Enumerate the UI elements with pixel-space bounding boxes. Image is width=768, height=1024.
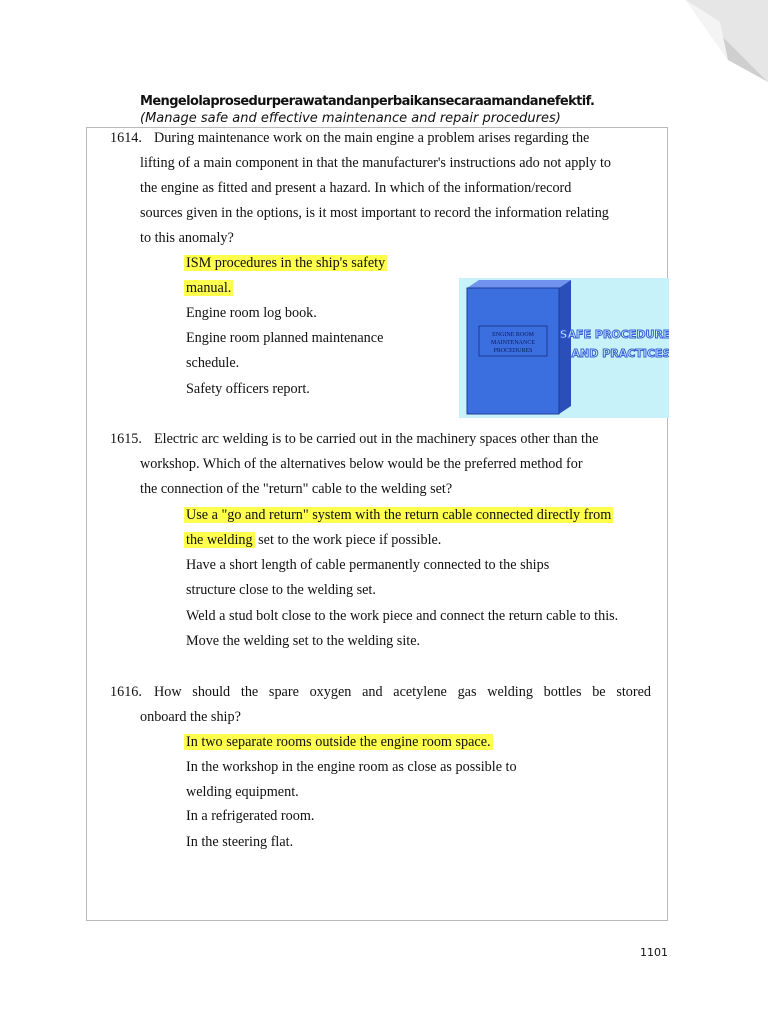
question-text-line: How should the spare oxygen and acetylene gas welding bottles be stored <box>154 684 651 700</box>
question-text-line: to this anomaly? <box>140 230 234 246</box>
header-title: Mengelolaprosedurperawatandanperbaikansecaraamandanefektif. <box>140 94 595 109</box>
question-text-line: lifting of a main component in that the manufacturer's instructions ado not apply to <box>140 155 612 171</box>
answer-option: Weld a stud bolt close to the work piece and connect the return cable to this. <box>186 608 619 624</box>
answer-option: Engine room log book. <box>186 305 317 321</box>
question-text-line: workshop. Which of the alternatives below would be the preferred method for <box>140 456 583 472</box>
maintenance-book-illustration <box>459 278 669 418</box>
book-icon <box>459 278 669 418</box>
side-label-line: SAFE PROCEDURES <box>559 328 669 341</box>
header-subtitle: (Manage safe and effective maintenance and repair procedures) <box>140 111 561 126</box>
question-1616 <box>110 680 651 730</box>
highlighted-answer: manual. <box>186 280 232 296</box>
answer-option: In the steering flat. <box>186 834 294 850</box>
question-text-line: sources given in the options, is it most important to record the information relating <box>140 205 609 221</box>
answer-option: In a refrigerated room. <box>186 808 315 824</box>
answer-continuation: set to the work piece if possible. <box>258 532 442 548</box>
highlighted-answer: Use a "go and return" system with the return cable connected directly from <box>186 507 612 523</box>
question-text-line: the connection of the "return" cable to the welding set? <box>140 481 453 497</box>
question-text-line: During maintenance work on the main engine a problem arises regarding the <box>154 130 590 146</box>
question-text-line: Electric arc welding is to be carried out in the machinery spaces other than the <box>154 431 599 447</box>
answer-option <box>186 730 493 755</box>
answer-option: structure close to the welding set. <box>186 582 376 598</box>
question-number: 1614. <box>110 130 142 146</box>
answer-option <box>186 503 613 528</box>
question-text-line: onboard the ship? <box>140 709 241 725</box>
highlighted-answer: ISM procedures in the ship's safety <box>186 255 386 271</box>
question-1615 <box>110 427 634 502</box>
question-text-line: the engine as fitted and present a hazard. In which of the information/record <box>140 180 572 196</box>
question-number: 1616. <box>110 684 142 700</box>
answer-option: In the workshop in the engine room as close as possible to <box>186 759 517 775</box>
side-label-line: AND PRACTICES <box>571 347 669 360</box>
answer-option: welding equipment. <box>186 784 299 800</box>
answer-option: Have a short length of cable permanently connected to the ships <box>186 557 550 573</box>
answer-option <box>186 276 233 301</box>
highlighted-answer: the welding <box>186 532 253 548</box>
book-label-line: MAINTENANCE <box>491 340 535 346</box>
book-label-line: ENGINE ROOM <box>492 332 534 338</box>
answer-option: schedule. <box>186 355 240 371</box>
answer-option: Engine room planned maintenance <box>186 330 384 346</box>
page-number: 1101 <box>640 946 668 959</box>
answer-option: Move the welding set to the welding site. <box>186 633 421 649</box>
question-number: 1615. <box>110 431 142 447</box>
answer-option: Safety officers report. <box>186 381 310 397</box>
answer-option <box>186 251 387 276</box>
question-1614 <box>110 126 634 251</box>
highlighted-answer: In two separate rooms outside the engine room space. <box>186 734 491 750</box>
book-label-line: PROCEDURES <box>493 348 533 354</box>
answer-option <box>186 528 441 553</box>
